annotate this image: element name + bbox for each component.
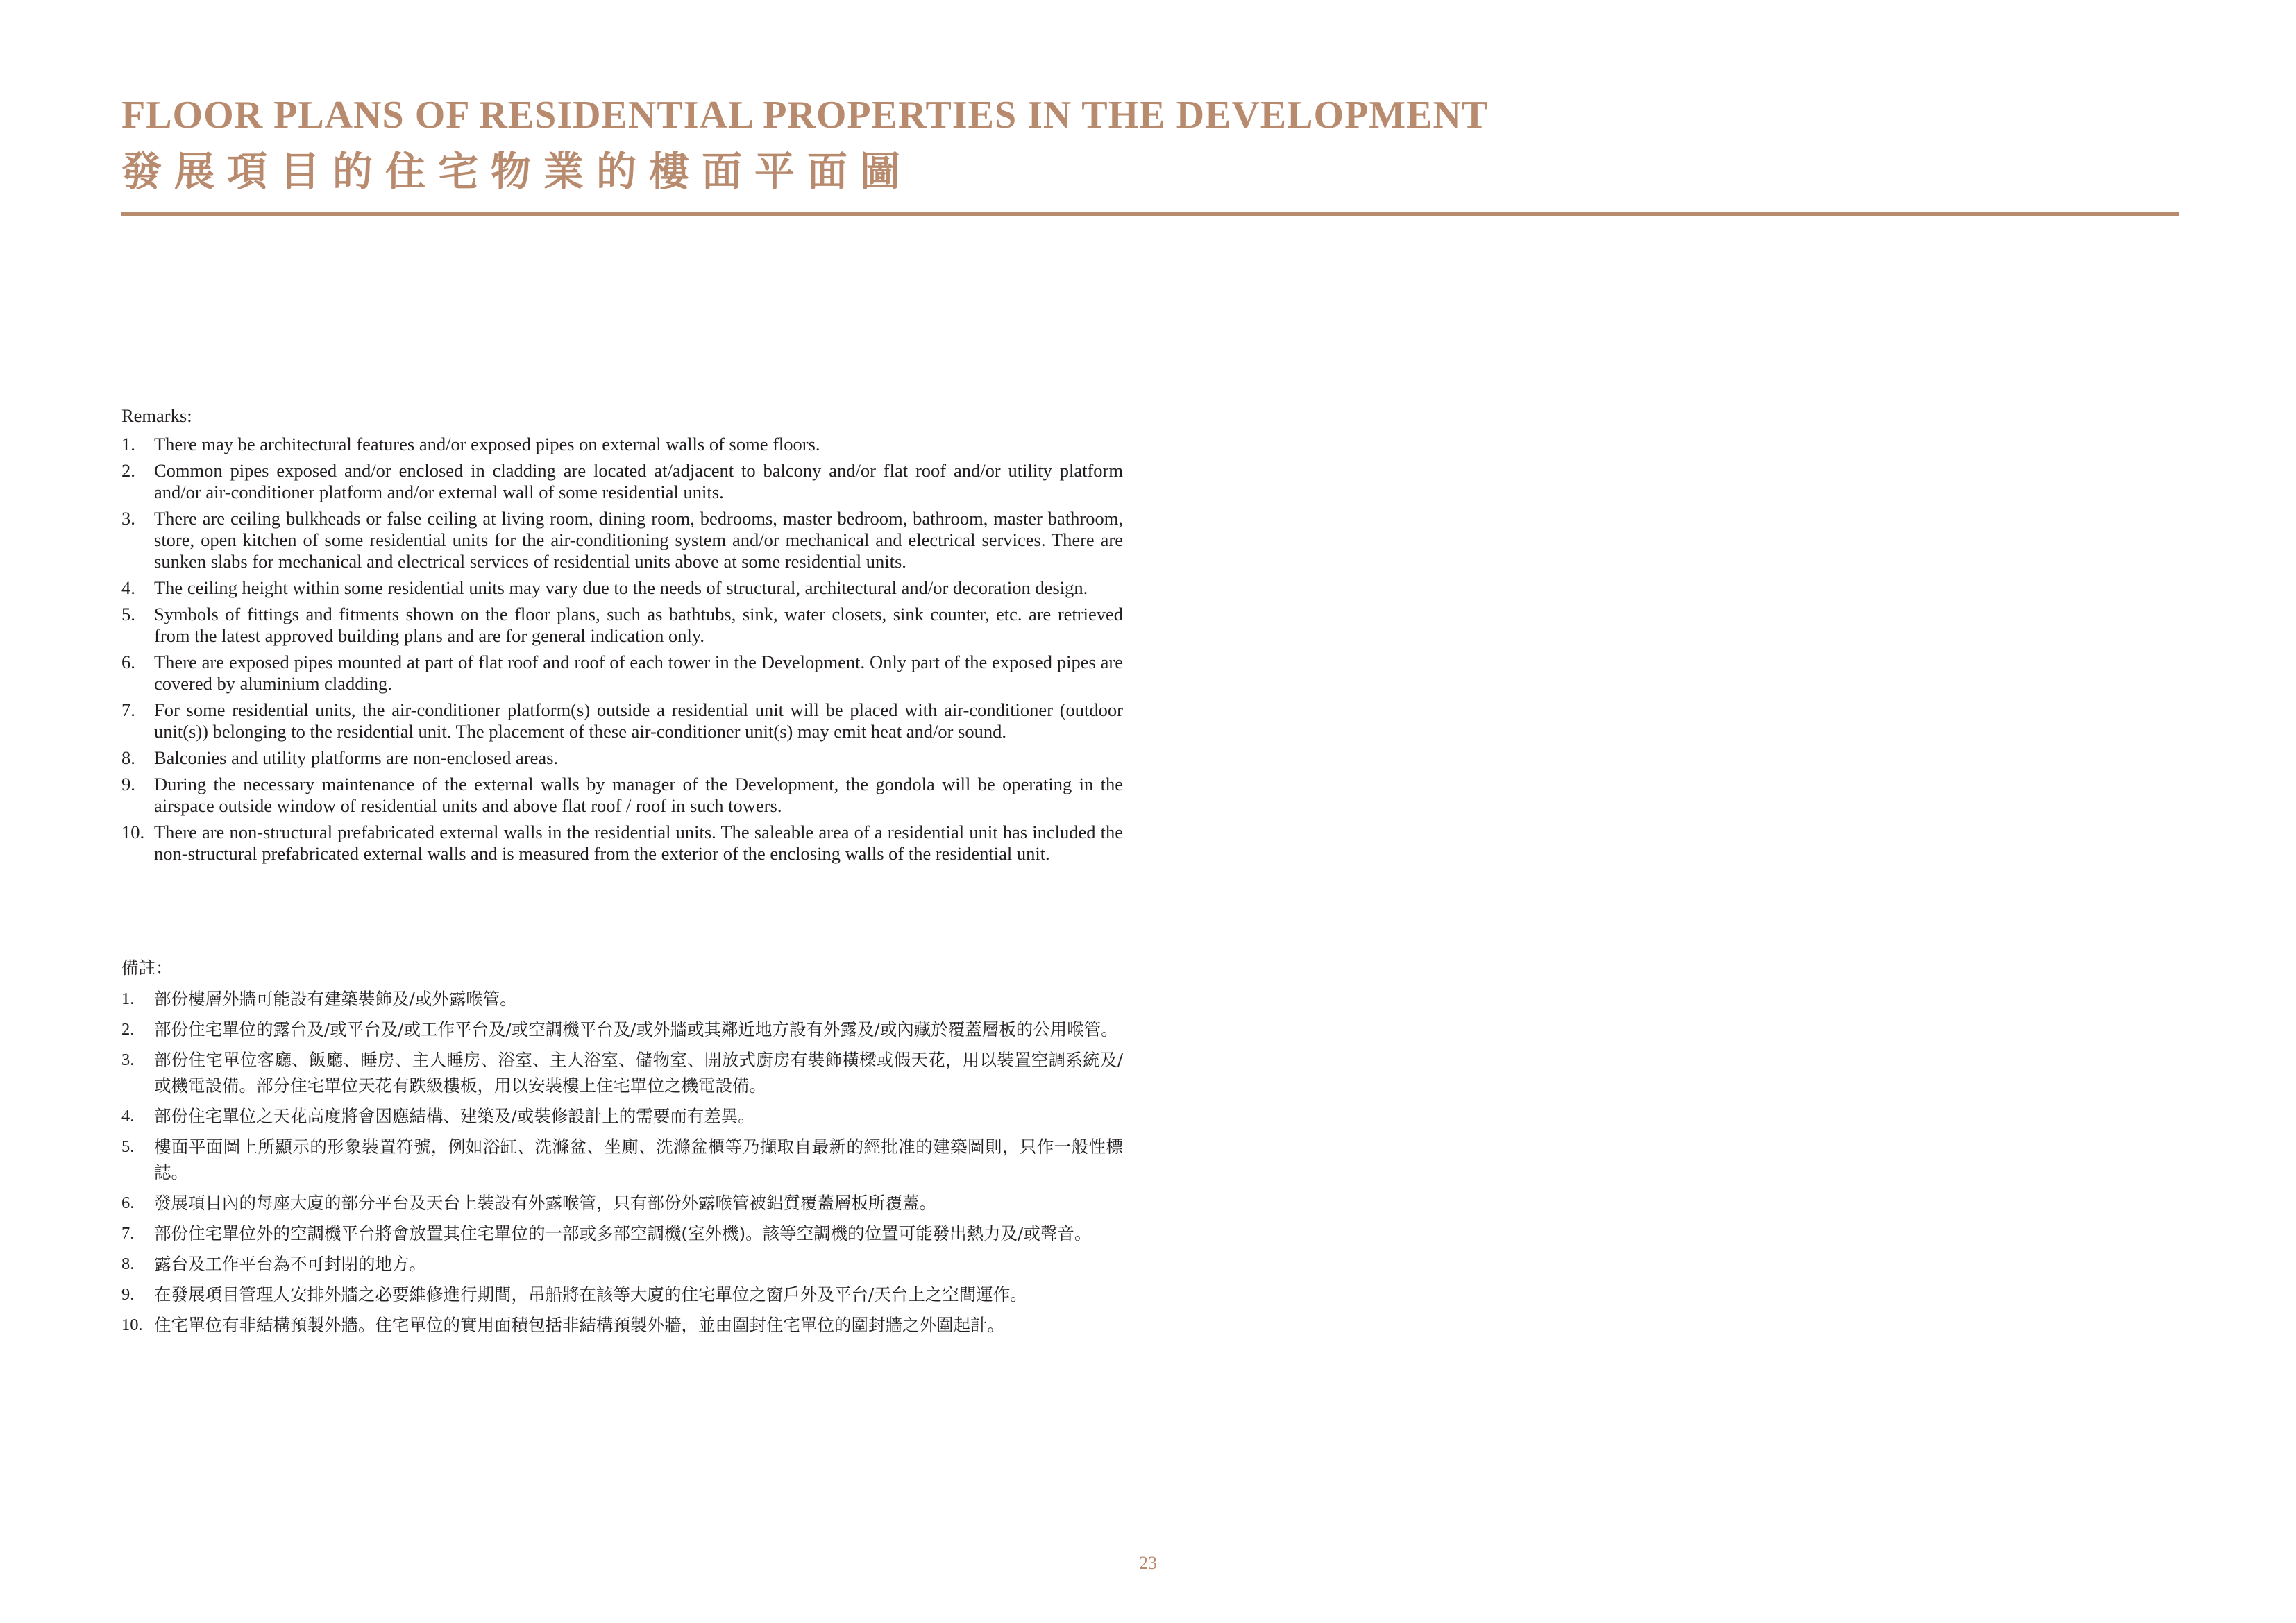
remark-item bbox=[121, 577, 1123, 599]
remark-number: 8. bbox=[121, 747, 135, 768]
remark-number: 7. bbox=[121, 699, 135, 720]
remark-item bbox=[121, 1103, 1123, 1129]
remark-number: 10. bbox=[121, 822, 145, 842]
remark-item bbox=[121, 604, 1123, 647]
remark-item bbox=[121, 652, 1123, 695]
remark-number: 1. bbox=[121, 989, 135, 1008]
remark-number: 10. bbox=[121, 1316, 143, 1334]
remark-number: 3. bbox=[121, 508, 135, 529]
remark-text: 部份住宅單位之天花高度將會因應結構、建築及/或裝修設計上的需要而有差異。 bbox=[154, 1106, 755, 1126]
remark-item bbox=[121, 434, 1123, 455]
remarks-english bbox=[121, 405, 1123, 869]
remark-item bbox=[121, 747, 1123, 769]
remark-text: The ceiling height within some residential units may vary due to the needs of structural, architectural and/or decoration design. bbox=[154, 577, 1088, 598]
remark-number: 5. bbox=[121, 604, 135, 624]
remark-number: 9. bbox=[121, 1285, 135, 1304]
remark-text: 露台及工作平台為不可封閉的地方。 bbox=[154, 1254, 426, 1274]
remarks-list bbox=[121, 434, 1123, 865]
remark-number: 3. bbox=[121, 1051, 135, 1069]
remark-text: Balconies and utility platforms are non-enclosed areas. bbox=[154, 747, 559, 768]
page-number: 23 bbox=[1139, 1553, 1157, 1573]
remark-number: 4. bbox=[121, 577, 135, 598]
remark-number: 2. bbox=[121, 1020, 135, 1039]
remark-item bbox=[121, 1017, 1123, 1042]
remark-item bbox=[121, 1312, 1123, 1338]
remark-text: 住宅單位有非結構預製外牆。住宅單位的實用面積包括非結構預製外牆，並由圍封住宅單位的圍封牆之外圍起計。 bbox=[154, 1315, 1004, 1335]
page-title-english: FLOOR PLANS OF RESIDENTIAL PROPERTIES IN THE DEVELOPMENT bbox=[121, 94, 1489, 137]
remark-text: There are ceiling bulkheads or false ceiling at living room, dining room, bedrooms, master bedroom, bathroom, master bathroom, store, open kitchen of some residential units for the air-conditioning system and/or mechanical and electrical services. There are sunken slabs for mechanical and electrical services of residential units above at some residential units. bbox=[154, 508, 1123, 572]
remark-text: 發展項目內的每座大廈的部分平台及天台上裝設有外露喉管，只有部份外露喉管被鋁質覆蓋層板所覆蓋。 bbox=[154, 1193, 936, 1213]
remark-item bbox=[121, 1134, 1123, 1185]
remark-item bbox=[121, 1047, 1123, 1098]
remark-number: 8. bbox=[121, 1255, 135, 1273]
remarks-chinese bbox=[121, 955, 1123, 1343]
remark-text: There are non-structural prefabricated external walls in the residential units. The saleable area of a residential unit has included the non-structural prefabricated external walls and is measured from the exterior of the enclosing walls of the residential unit. bbox=[154, 822, 1123, 864]
remark-text: 部份住宅單位客廳、飯廳、睡房、主人睡房、浴室、主人浴室、儲物室、開放式廚房有裝飾橫樑或假天花，用以裝置空調系統及/或機電設備。部分住宅單位天花有跌級樓板，用以安裝樓上住宅單位之機電設備。 bbox=[154, 1050, 1123, 1096]
remark-number: 2. bbox=[121, 460, 135, 481]
remark-text: 部份住宅單位外的空調機平台將會放置其住宅單位的一部或多部空調機(室外機)。該等空調機的位置可能發出熱力及/或聲音。 bbox=[154, 1223, 1092, 1243]
remark-text: 樓面平面圖上所顯示的形象裝置符號，例如浴缸、洗滌盆、坐廁、洗滌盆櫃等乃擷取自最新的經批准的建築圖則，只作一般性標誌。 bbox=[154, 1137, 1123, 1182]
remark-item bbox=[121, 1282, 1123, 1307]
remark-item bbox=[121, 822, 1123, 865]
remark-text: There are exposed pipes mounted at part of flat roof and roof of each tower in the Development. Only part of the exposed pipes are covered by aluminium cladding. bbox=[154, 652, 1123, 694]
remarks-heading: Remarks: bbox=[121, 405, 192, 426]
remark-number: 9. bbox=[121, 774, 135, 794]
remark-item bbox=[121, 508, 1123, 572]
remark-item bbox=[121, 1251, 1123, 1277]
header-divider bbox=[121, 212, 2179, 216]
remark-item bbox=[121, 986, 1123, 1012]
remark-number: 6. bbox=[121, 652, 135, 672]
remark-number: 4. bbox=[121, 1107, 135, 1125]
remark-number: 1. bbox=[121, 434, 135, 454]
remark-text: 部份樓層外牆可能設有建築裝飾及/或外露喉管。 bbox=[154, 989, 517, 1009]
remark-text: Symbols of fittings and fitments shown on the floor plans, such as bathtubs, sink, water closets, sink counter, etc. are retrieved from the latest approved building plans and are for general indication only. bbox=[154, 604, 1123, 646]
remark-item bbox=[121, 699, 1123, 742]
remark-text: For some residential units, the air-conditioner platform(s) outside a residential unit will be placed with air-conditioner (outdoor unit(s)) belonging to the residential unit. The placement of these air-conditioner unit(s) may emit heat and/or sound. bbox=[154, 699, 1123, 742]
remark-number: 5. bbox=[121, 1137, 135, 1156]
remark-text: There may be architectural features and/or exposed pipes on external walls of some floors. bbox=[154, 434, 820, 454]
remark-item bbox=[121, 460, 1123, 503]
remark-text: Common pipes exposed and/or enclosed in cladding are located at/adjacent to balcony and/or flat roof and/or utility platform and/or air-conditioner platform and/or external wall of some residential units. bbox=[154, 460, 1123, 502]
remark-item bbox=[121, 1190, 1123, 1216]
remark-item bbox=[121, 774, 1123, 817]
remark-text: 部份住宅單位的露台及/或平台及/或工作平台及/或空調機平台及/或外牆或其鄰近地方設有外露及/或內藏於覆蓋層板的公用喉管。 bbox=[154, 1019, 1118, 1039]
page-title-chinese: 發展項目的住宅物業的樓面平面圖 bbox=[121, 148, 913, 195]
remarks-list bbox=[121, 986, 1123, 1338]
remark-number: 7. bbox=[121, 1224, 135, 1243]
remark-text: 在發展項目管理人安排外牆之必要維修進行期間，吊船將在該等大廈的住宅單位之窗戶外及平台/天台上之空間運作。 bbox=[154, 1284, 1027, 1305]
remark-text: During the necessary maintenance of the external walls by manager of the Development, the gondola will be operating in the airspace outside window of residential units and above flat roof / roof in such towers. bbox=[154, 774, 1123, 816]
remarks-heading: 備註： bbox=[121, 958, 173, 978]
remark-number: 6. bbox=[121, 1193, 135, 1212]
remark-item bbox=[121, 1221, 1123, 1246]
